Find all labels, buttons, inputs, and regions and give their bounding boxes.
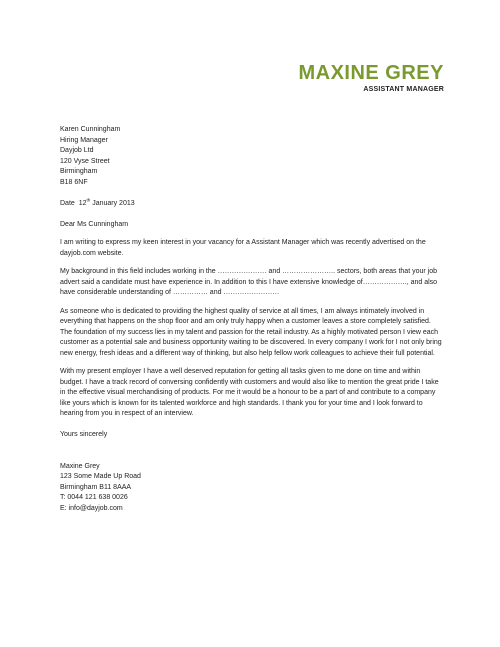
date-rest: January 2013 <box>92 199 135 207</box>
paragraph-3: As someone who is dedicated to providing the highest quality of service at all times, I am always intimately involved in everything that happens on the shop floor and am only truly happy when a customer leaves a store completely satisfied. The foundation of my success lies in my talent and passion for the retail industry. As a highly motivated person I view each customer as a potential sale and business opportunity waiting to be discovered. In every company I work for I not only bring new energy, fresh ideas and a different way of thinking, but also help fellow work colleagues to achieve their full potential. <box>60 307 442 357</box>
salutation: Dear Ms Cunningham <box>60 220 129 228</box>
date-label: Date <box>60 199 75 207</box>
letter-header <box>298 62 444 93</box>
signature-line: Maxine Grey <box>60 462 100 470</box>
recipient-line: Dayjob Ltd <box>60 147 94 154</box>
signature-block <box>60 462 442 515</box>
paragraph-4: With my present employer I have a well deserved reputation for getting all tasks given to me done on time and within budget. I have a track record of conversing confidently with customers and would also like to mention the great pride I take in the effective visual merchandising of products. For me it would be a honour to be a part of and contribute to a company like yours which is known for its talented workforce and high standards. I thank you for your time and I look forward to hearing from you in respect of an interview. <box>60 368 439 417</box>
recipient-line: 120 Vyse Street <box>60 157 110 165</box>
signature-line: Birmingham B11 8AAA <box>60 483 132 491</box>
signature-line: T: 0044 121 638 0026 <box>60 494 128 501</box>
signature-line: E: info@dayjob.com <box>60 504 123 512</box>
date-suffix: th <box>86 197 91 203</box>
letter-date <box>60 199 442 210</box>
recipient-line: B18 6NF <box>60 178 88 186</box>
recipient-line: Hiring Manager <box>60 136 108 144</box>
closing: Yours sincerely <box>60 431 108 438</box>
applicant-title: ASSISTANT MANAGER <box>363 86 444 93</box>
letter-body <box>60 125 442 514</box>
date-day: 12 <box>78 199 87 207</box>
recipient-line: Karen Cunningham <box>60 126 121 133</box>
paragraph-1: I am writing to express my keen interest in your vacancy for a Assistant Manager which was recently advertised on the dayjob.com website. <box>60 239 426 257</box>
signature-line: 123 Some Made Up Road <box>60 473 141 480</box>
applicant-name: MAXINE GREY <box>298 62 444 84</box>
recipient-line: Birmingham <box>60 168 98 175</box>
paragraph-2: My background in this field includes working in the ………………… and ………………….. sectors, both areas that your job advert said a candidate must have experience in. In addition to this I have extensive knowledge of………………., and also have considerable understanding of …………… and …………………… <box>60 268 438 296</box>
recipient-address <box>60 125 442 188</box>
